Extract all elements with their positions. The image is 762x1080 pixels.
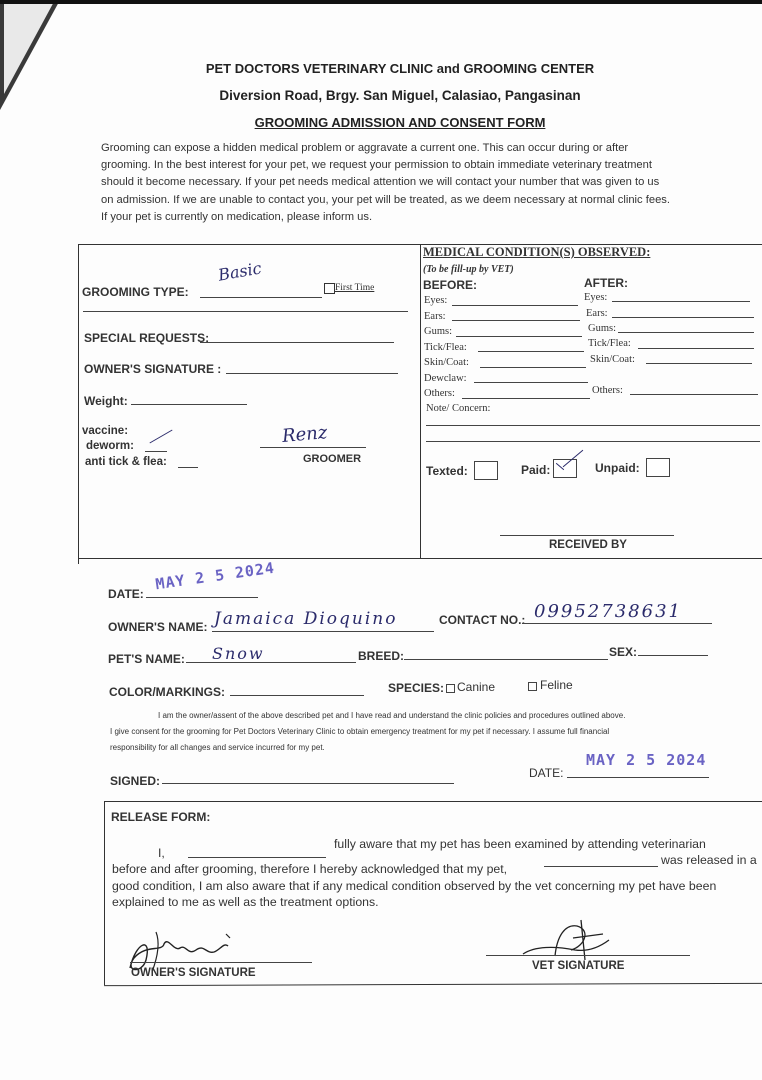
signed-label: SIGNED: <box>110 774 161 788</box>
before-others-label: Others: <box>424 388 455 399</box>
intro-paragraph <box>101 140 721 226</box>
special-requests-field[interactable] <box>200 342 394 343</box>
breed-label: BREED: <box>358 649 405 663</box>
intro-line: grooming. In the best interest for your pet, we request your permission to obtain immediate veterinary treatment <box>101 159 652 172</box>
feline-checkbox[interactable] <box>528 682 537 691</box>
before-tickflea-field[interactable] <box>478 351 584 352</box>
release-pet-field[interactable] <box>544 866 658 867</box>
color-field[interactable] <box>230 695 364 696</box>
weight-label: Weight: <box>84 394 128 408</box>
release-i-label: I, <box>158 846 165 860</box>
before-skincoat-label: Skin/Coat: <box>424 357 469 368</box>
release-owner-signature-label: OWNER'S SIGNATURE <box>131 967 256 979</box>
note-concern-label: Note/ Concern: <box>426 403 491 414</box>
before-dewclaw-label: Dewclaw: <box>424 373 467 384</box>
after-ears-label: Ears: <box>586 308 608 319</box>
grooming-type-value: Basic <box>216 258 263 285</box>
after-gums-field[interactable] <box>618 332 754 333</box>
consent-line-2: I give consent for the grooming for Pet Doctors Veterinary Clinic to obtain emergency treatment for my pet if necessary. I assume full financial <box>110 727 610 736</box>
special-requests-label: SPECIAL REQUESTS: <box>84 331 210 345</box>
intro-line: should it become necessary. If your pet needs medical attention we will contact your number that was given to us <box>101 176 660 189</box>
before-gums-field[interactable] <box>456 336 582 337</box>
weight-field[interactable] <box>131 404 247 405</box>
owner-name-value: Jamaica Dioquino <box>214 609 398 629</box>
after-others-field[interactable] <box>630 394 758 395</box>
after-skincoat-label: Skin/Coat: <box>590 354 635 365</box>
note-line-2[interactable] <box>426 441 760 442</box>
pet-name-value: Snow <box>212 644 265 663</box>
species-label: SPECIES: <box>388 681 445 695</box>
vaccine-label: vaccine: <box>82 425 129 437</box>
unpaid-label: Unpaid: <box>595 461 640 475</box>
unpaid-checkbox[interactable] <box>646 458 670 477</box>
after-tickflea-field[interactable] <box>638 348 754 349</box>
before-gums-label: Gums: <box>424 326 453 337</box>
clinic-name: PET DOCTORS VETERINARY CLINIC and GROOMING CENTER <box>205 61 595 76</box>
owner-signature-field[interactable] <box>226 373 398 374</box>
before-label: BEFORE: <box>423 278 477 292</box>
release-name-field[interactable] <box>188 857 326 858</box>
anti-tick-label: anti tick & flea: <box>85 456 167 468</box>
intro-line: Grooming can expose a hidden medical problem or aggravate a current one. This can occur during or after <box>101 142 629 154</box>
owner-name-field[interactable] <box>212 631 434 632</box>
after-eyes-label: Eyes: <box>584 292 608 303</box>
consent-line-3: responsibility for all changes and service incurred for my pet. <box>110 743 325 752</box>
sex-field[interactable] <box>638 655 708 656</box>
date-label: DATE: <box>108 587 144 601</box>
deworm-label: deworm: <box>86 440 134 452</box>
after-ears-field[interactable] <box>612 317 754 318</box>
clinic-address: Diversion Road, Brgy. San Miguel, Calasiao, Pangasinan <box>219 88 581 103</box>
after-eyes-field[interactable] <box>612 301 750 302</box>
release-left-border <box>104 801 105 985</box>
intro-line: If your pet is currently on medication, please inform us. <box>101 210 373 223</box>
after-label: AFTER: <box>584 276 628 290</box>
release-line-2-end: was released in a <box>661 853 757 867</box>
first-time-label: First Time <box>335 283 375 293</box>
after-skincoat-field[interactable] <box>646 363 752 364</box>
first-time-checkbox[interactable] <box>324 283 335 294</box>
folded-corner-inner <box>4 0 56 94</box>
signed-field[interactable] <box>162 783 454 784</box>
note-line-1[interactable] <box>426 425 760 426</box>
grooming-type-field[interactable] <box>200 297 322 298</box>
release-vet-signature-label: VET SIGNATURE <box>532 960 625 972</box>
date-field[interactable] <box>146 597 258 598</box>
top-edge <box>0 0 762 4</box>
consent-date-label: DATE: <box>529 766 564 780</box>
owner-signature-line <box>130 962 312 963</box>
owner-name-label: OWNER'S NAME: <box>108 620 208 634</box>
owner-signature-label: OWNER'S SIGNATURE : <box>84 362 222 376</box>
pet-name-label: PET'S NAME: <box>108 652 185 666</box>
canine-checkbox[interactable] <box>446 684 455 693</box>
release-title: RELEASE FORM: <box>111 810 211 824</box>
before-others-field[interactable] <box>462 398 590 399</box>
after-tickflea-label: Tick/Flea: <box>588 338 631 349</box>
received-by-label: RECEIVED BY <box>549 539 627 551</box>
groomer-signature: Renz <box>281 422 329 447</box>
breed-field[interactable] <box>404 659 608 660</box>
canine-label: Canine <box>457 680 496 694</box>
groomer-label: GROOMER <box>303 453 362 465</box>
consent-date-stamp: MAY 2 5 2024 <box>586 751 707 769</box>
before-eyes-field[interactable] <box>452 305 578 306</box>
groomer-signature-line <box>260 447 366 448</box>
release-top-border <box>104 801 762 802</box>
after-others-label: Others: <box>592 385 623 396</box>
release-bottom-border <box>104 983 762 986</box>
before-ears-field[interactable] <box>452 320 580 321</box>
before-tickflea-label: Tick/Flea: <box>424 342 467 353</box>
received-by-line[interactable] <box>500 535 674 536</box>
contact-field[interactable] <box>522 623 712 624</box>
texted-checkbox[interactable] <box>474 461 498 480</box>
before-dewclaw-field[interactable] <box>474 382 588 383</box>
vet-signature-line <box>486 955 690 956</box>
intro-line: on admission. If we are unable to contact you, your pet will be treated, as we deem necessary at normal clinic fees. <box>101 193 670 206</box>
after-gums-label: Gums: <box>588 323 617 334</box>
before-eyes-label: Eyes: <box>424 295 448 306</box>
paid-checkbox[interactable] <box>553 459 577 478</box>
contact-label: CONTACT NO.: <box>439 613 526 627</box>
feline-label: Feline <box>540 678 573 692</box>
deworm-check-mark <box>149 430 172 444</box>
color-label: COLOR/MARKINGS: <box>109 685 225 699</box>
release-line-3: good condition, I am also aware that if any medical condition observed by the vet concerning my pet have been <box>112 879 717 893</box>
release-line-4: explained to me as well as the treatment options. <box>112 895 379 909</box>
box-divider <box>420 244 421 558</box>
texted-label: Texted: <box>426 464 468 478</box>
box-bottom-border <box>78 558 762 559</box>
box-left-border <box>78 244 79 564</box>
consent-date-field[interactable] <box>567 777 709 778</box>
medical-subtitle: (To be fill-up by VET) <box>423 264 514 275</box>
contact-value: 09952738631 <box>534 601 682 622</box>
before-ears-label: Ears: <box>424 311 446 322</box>
grooming-type-extra-line <box>83 311 408 312</box>
before-skincoat-field[interactable] <box>480 367 586 368</box>
form-title: GROOMING ADMISSION AND CONSENT FORM <box>254 115 546 130</box>
date-stamp: MAY 2 5 2024 <box>154 558 277 594</box>
grooming-type-label: GROOMING TYPE: <box>82 285 189 299</box>
sex-label: SEX: <box>609 645 638 659</box>
paid-label: Paid: <box>521 463 551 477</box>
anti-tick-field[interactable] <box>178 467 198 468</box>
release-line-1: fully aware that my pet has been examined by attending veterinarian <box>334 837 706 851</box>
release-line-2: before and after grooming, therefore I hereby acknowledged that my pet, <box>112 862 508 876</box>
deworm-field[interactable] <box>145 451 167 452</box>
consent-line-1: I am the owner/assent of the above described pet and I have read and understand the clinic policies and procedures outlined above. <box>158 711 626 720</box>
medical-title: MEDICAL CONDITION(S) OBSERVED: <box>423 245 651 259</box>
